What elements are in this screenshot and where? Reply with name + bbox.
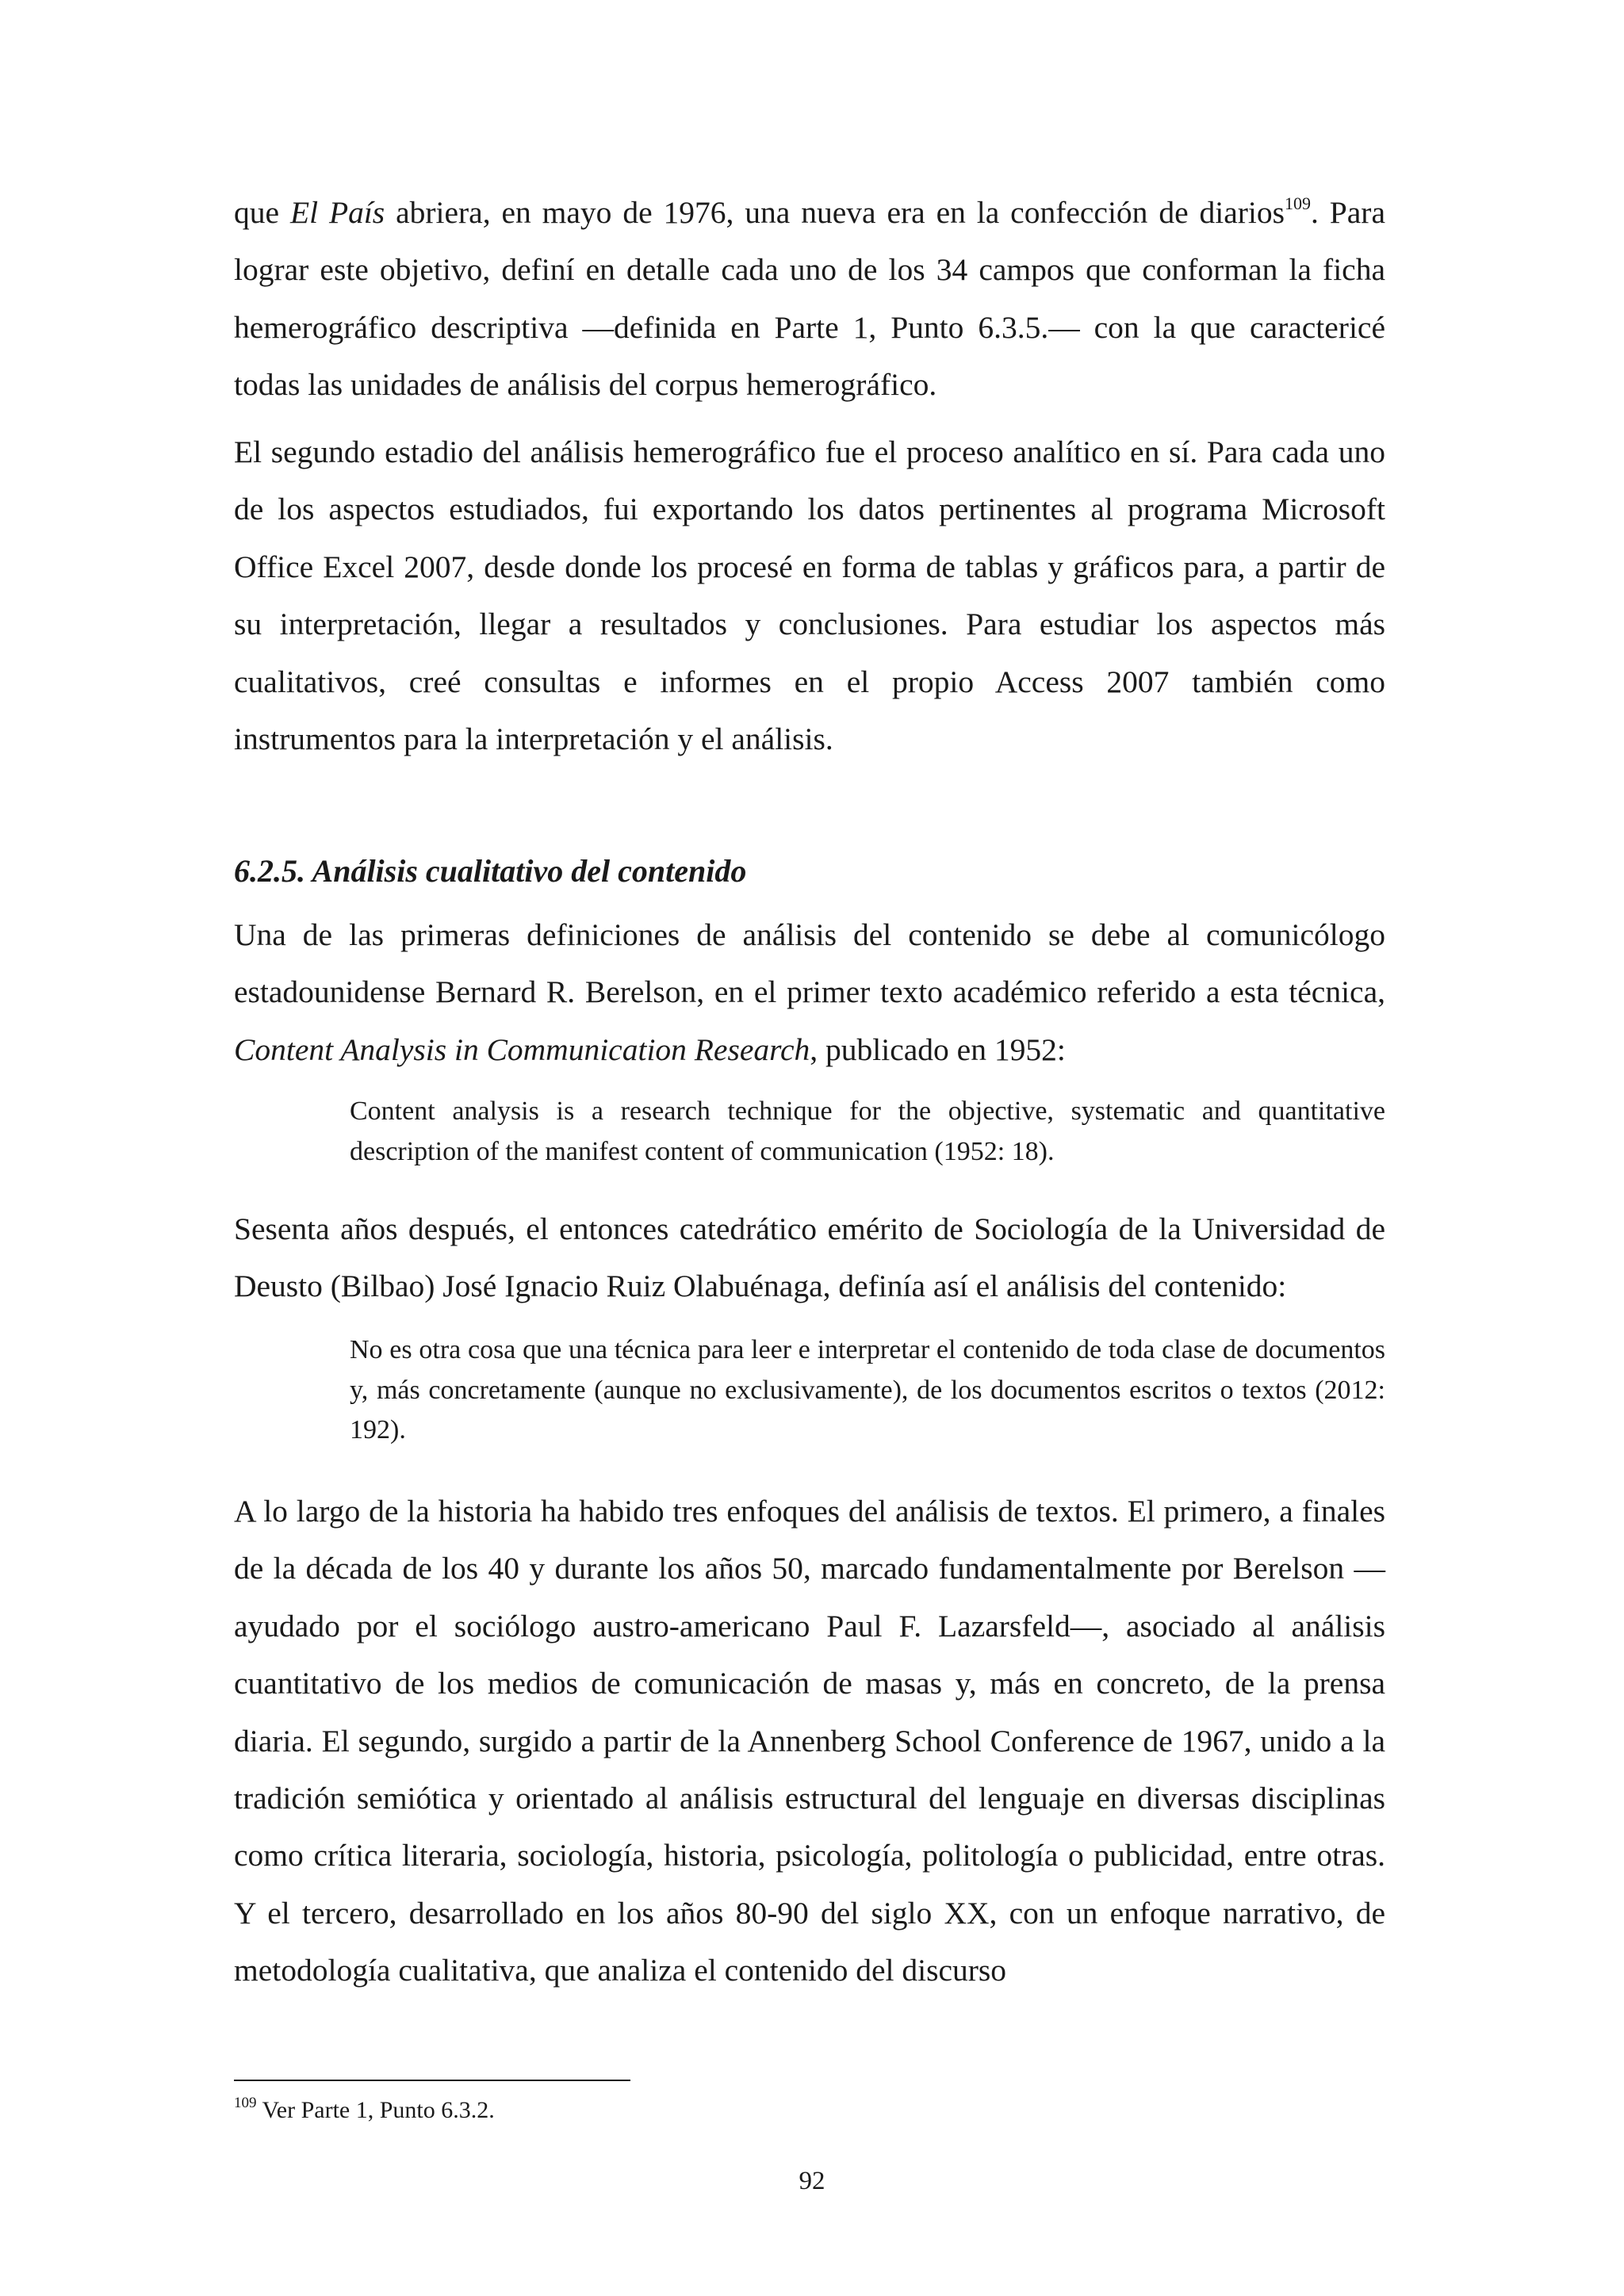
block-quote-ruiz-olabuenaga: No es otra cosa que una técnica para leer e interpretar el contenido de toda clase de documentos y, más concretamente (aunque no exclusivamente), de los documentos escritos o textos (2012: 192).	[350, 1335, 1385, 1445]
block-quote-berelson: Content analysis is a research technique for the objective, systematic and quantitative description of the manifest content of communication (1952: 18).	[350, 1096, 1385, 1166]
footnote-reference[interactable]: 109	[1285, 193, 1312, 213]
paragraph-el-pais	[234, 184, 1385, 414]
paragraph-berelson	[234, 906, 1385, 1078]
newspaper-title: El País	[289, 195, 385, 230]
paragraph-text: , publicado en 1952:	[810, 1031, 1066, 1067]
footnote-number: 109	[234, 2095, 257, 2111]
paragraph-text: . Para lograr este objetivo, definí en detalle cada uno de los 34 campos que conforman la ficha hemerográfico descriptiva —definida en Parte 1, Punto 6.3.5.— con la que caractericé todas las unidades de análisis del corpus hemerográfico.	[234, 195, 1385, 403]
book-title: Content Analysis in Communication Research	[234, 1031, 810, 1067]
paragraph-three-approaches: A lo largo de la historia ha habido tres enfoques del análisis de textos. El primero, a finales de la década de los 40 y durante los años 50, marcado fundamentalmente por Berelson —ayudado por el sociólogo austro-americano Paul F. Lazarsfeld—, asociado al análisis cuantitativo de los medios de comunicación de masas y, más en concreto, de la prensa diaria. El segundo, surgido a partir de la Annenberg School Conference de 1967, unido a la tradición semiótica y orientado al análisis estructural del lenguaje en diversas disciplinas como crítica literaria, sociología, historia, psicología, politología o publicidad, entre otras. Y el tercero, desarrollado en los años 80-90 del siglo XX, con un enfoque narrativo, de metodología cualitativa, que analiza el contenido del discurso	[234, 1494, 1385, 1988]
paragraph-text: que	[234, 195, 290, 230]
footnote	[234, 2095, 495, 2126]
section-heading: 6.2.5. Análisis cualitativo del contenido	[234, 853, 747, 889]
paragraph-text: abriera, en mayo de 1976, una nueva era en la confección de diarios	[385, 195, 1285, 230]
footnote-text: Ver Parte 1, Punto 6.3.2.	[256, 2097, 495, 2123]
page-number: 92	[799, 2167, 825, 2195]
paragraph-text: Una de las primeras definiciones de análisis del contenido se debe al comunicólogo estadounidense Bernard R. Berelson, en el primer texto académico referido a esta técnica,	[234, 917, 1385, 1010]
paragraph-analysis-stage: El segundo estadio del análisis hemerográfico fue el proceso analítico en sí. Para cada uno de los aspectos estudiados, fui exportando los datos pertinentes al programa Microsoft Office Excel 2007, desde donde los procesé en forma de tablas y gráficos para, a partir de su interpretación, llegar a resultados y conclusiones. Para estudiar los aspectos más cualitativos, creé consultas e informes en el propio Access 2007 también como instrumentos para la interpretación y el análisis.	[234, 434, 1385, 757]
footnote-divider	[234, 2080, 630, 2081]
paragraph-ruiz-olabuenaga: Sesenta años después, el entonces catedrático emérito de Sociología de la Universidad de Deusto (Bilbao) José Ignacio Ruiz Olabuénaga, definía así el análisis del contenido:	[234, 1211, 1385, 1304]
